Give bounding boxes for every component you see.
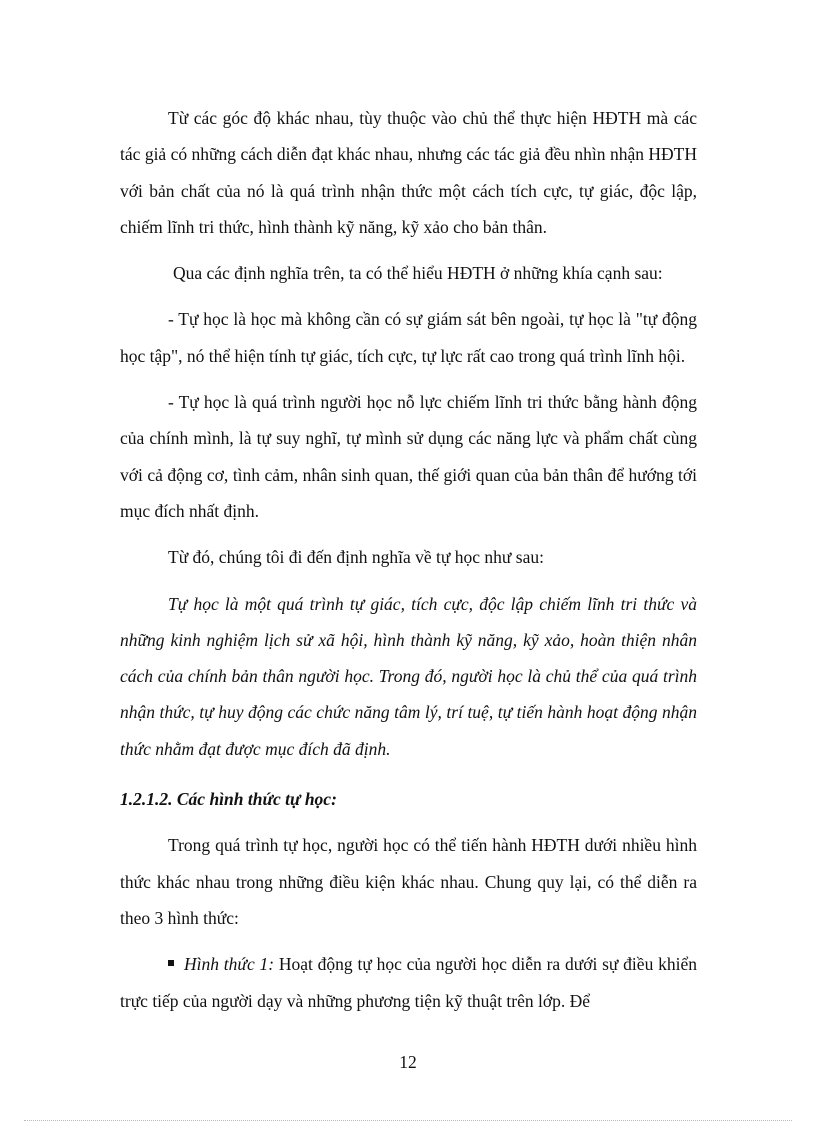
bullet-label: Hình thức 1: (184, 954, 275, 975)
page-bottom-divider (24, 1120, 792, 1121)
paragraph-intro: Từ các góc độ khác nhau, tùy thuộc vào chủ thể thực hiện HĐTH mà các tác giả có những cách diễn đạt khác nhau, nhưng các tác giả đều nhìn nhận HĐTH với bản chất của nó là quá trình nhận thức một cách tích cực, tự giác, độc lập, chiếm lĩnh tri thức, hình thành kỹ năng, kỹ xảo cho bản thân. (120, 108, 697, 237)
paragraph-aspects-intro: Qua các định nghĩa trên, ta có thể hiểu HĐTH ở những khía cạnh sau: (173, 263, 663, 284)
paragraph-aspect-1: - Tự học là học mà không cần có sự giám sát bên ngoài, tự học là "tự động học tập", nó thể hiện tính tự giác, tích cực, tự lực rất cao trong quá trình lĩnh hội. (120, 309, 697, 366)
bullet-text: Hoạt động tự học của người học diễn ra dưới sự điều khiển trực tiếp của người dạy và những phương tiện kỹ thuật trên lớp. Để (120, 954, 697, 1011)
paragraph-forms-intro: Trong quá trình tự học, người học có thể tiến hành HĐTH dưới nhiều hình thức khác nhau trong những điều kiện khác nhau. Chung quy lại, có thể diễn ra theo 3 hình thức: (120, 835, 697, 928)
page-content (120, 100, 697, 1019)
section-heading: 1.2.1.2. Các hình thức tự học: (120, 789, 337, 810)
square-bullet-icon (168, 960, 174, 966)
page-number: 12 (399, 1052, 417, 1072)
paragraph-definition: Tự học là một quá trình tự giác, tích cực, độc lập chiếm lĩnh tri thức và những kinh nghiệm lịch sử xã hội, hình thành kỹ năng, kỹ xảo, hoàn thiện nhân cách của chính bản thân người học. Trong đó, người học là chủ thể của quá trình nhận thức, tự huy động các chức năng tâm lý, trí tuệ, tự tiến hành hoạt động nhận thức nhằm đạt được mục đích đã định. (120, 593, 697, 759)
bullet-item-form-1 (120, 946, 697, 1019)
paragraph-aspect-2: - Tự học là quá trình người học nỗ lực chiếm lĩnh tri thức bằng hành động của chính mình, là tự suy nghĩ, tự mình sử dụng các năng lực và phẩm chất cùng với cả động cơ, tình cảm, nhân sinh quan, thế giới quan của bản thân để hướng tới mục đích nhất định. (120, 392, 697, 521)
paragraph-definition-intro: Từ đó, chúng tôi đi đến định nghĩa về tự học như sau: (168, 547, 544, 568)
